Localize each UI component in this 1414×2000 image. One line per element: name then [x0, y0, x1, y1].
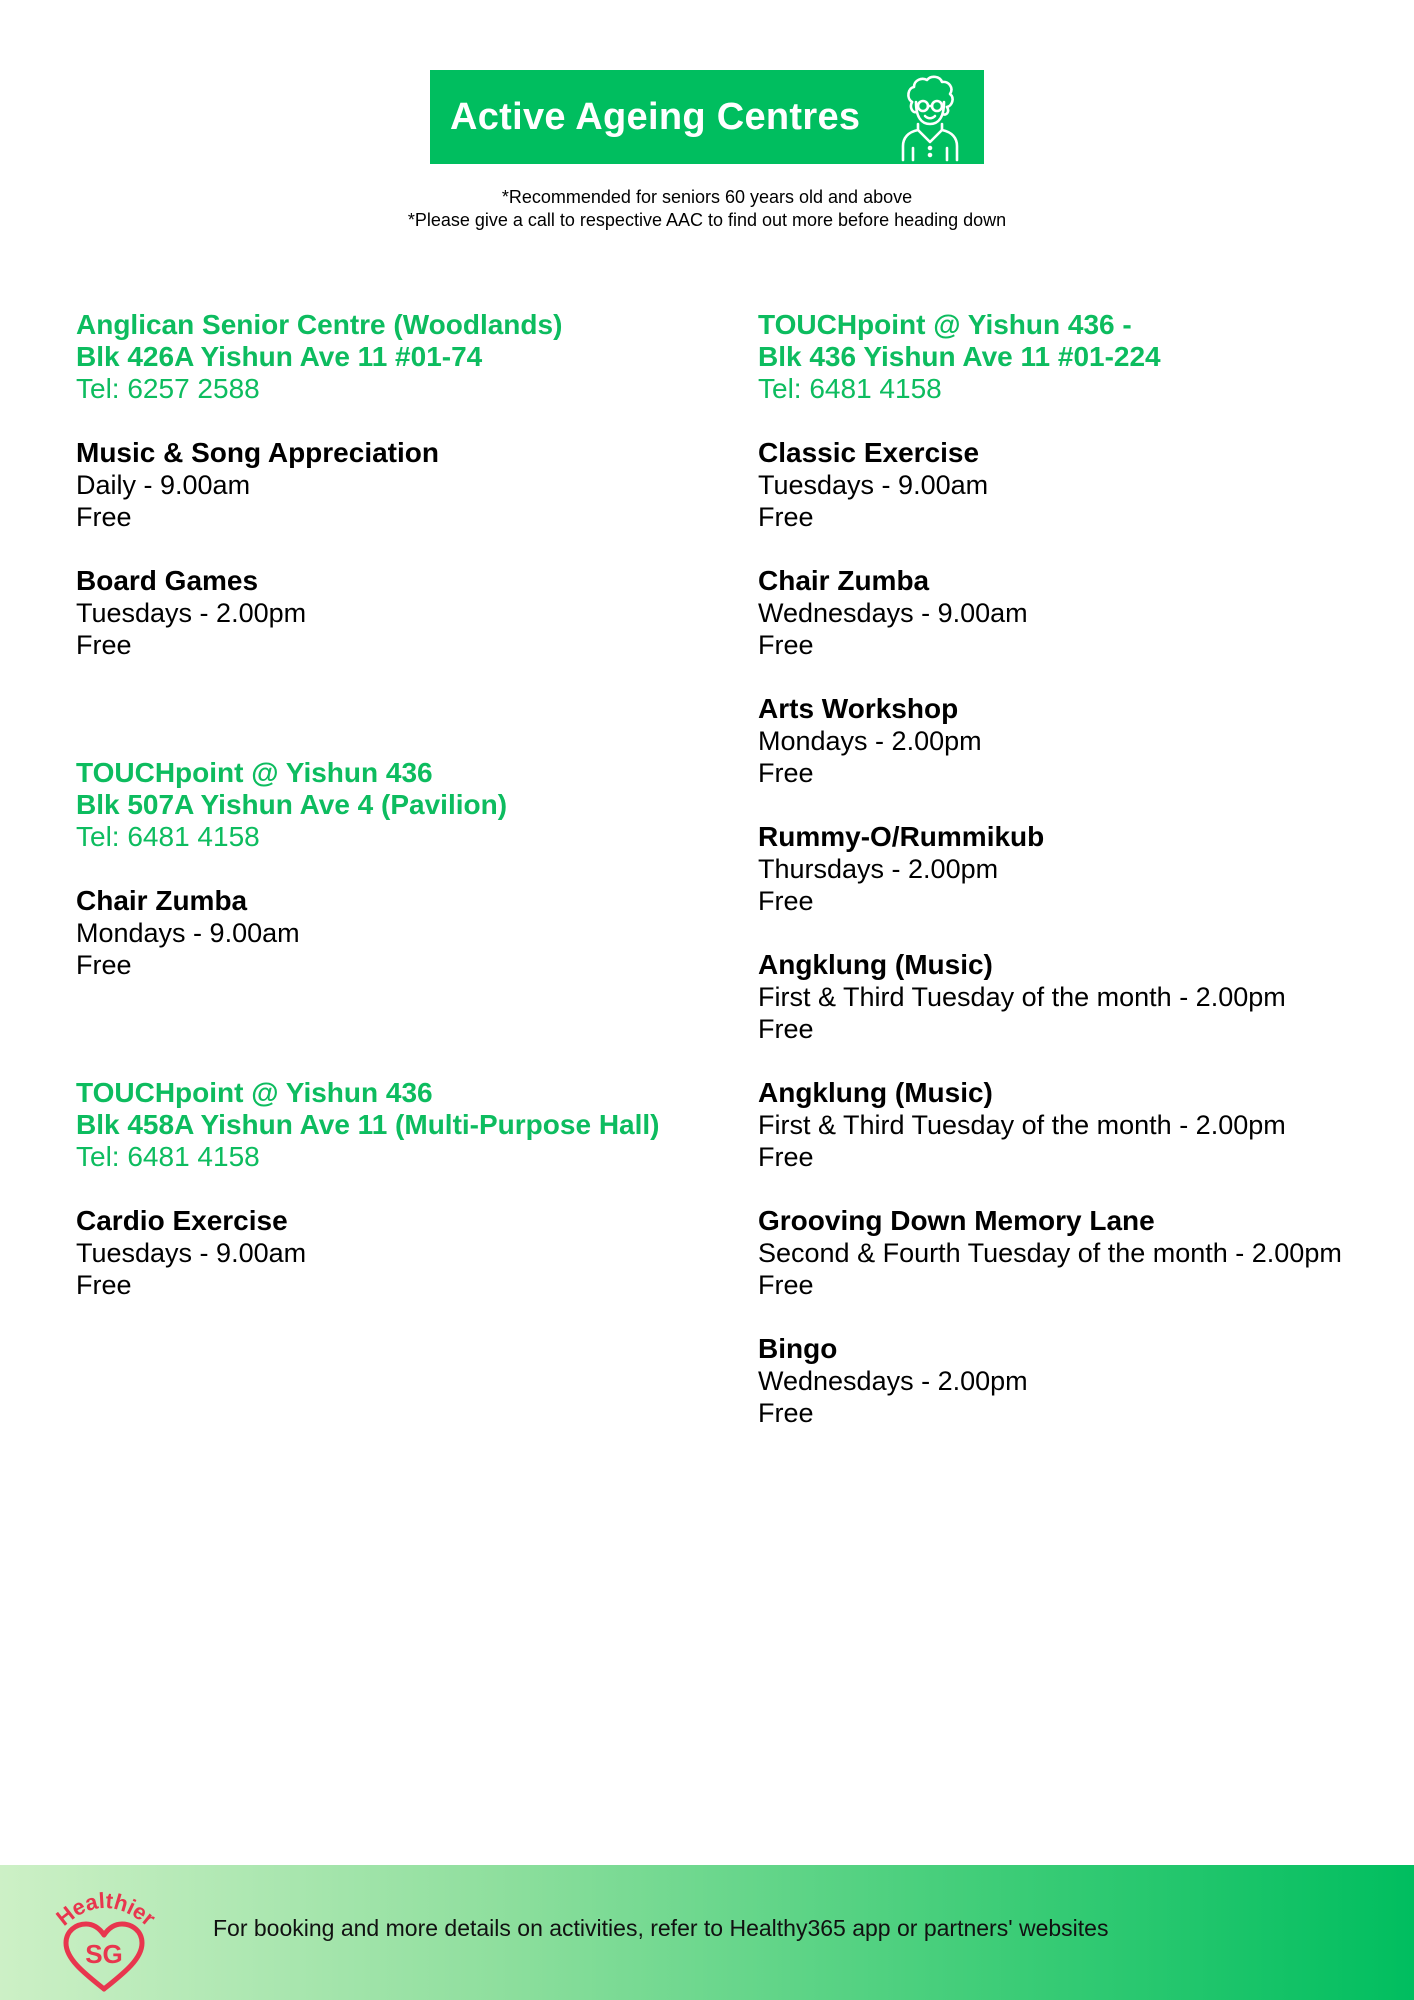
activity-item [758, 565, 1358, 661]
activity-schedule: Tuesdays - 9.00am [758, 470, 989, 500]
activity-price: Free [758, 1270, 814, 1300]
left-column [76, 309, 676, 1301]
activity-price: Free [76, 1270, 132, 1300]
footer-bar [0, 1865, 1414, 2000]
activity-name: Chair Zumba [76, 885, 248, 916]
centre-tel: Tel: 6481 4158 [758, 373, 942, 404]
activity-name: Cardio Exercise [76, 1205, 288, 1236]
centre-name: TOUCHpoint @ Yishun 436 [76, 757, 433, 788]
centre-address: Blk 507A Yishun Ave 4 (Pavilion) [76, 789, 508, 820]
activity-schedule: First & Third Tuesday of the month - 2.00pm [758, 982, 1286, 1012]
activity-item [758, 821, 1358, 917]
activity-schedule: Daily - 9.00am [76, 470, 251, 500]
activity-price: Free [76, 630, 132, 660]
activity-name: Bingo [758, 1333, 838, 1364]
activity-item [758, 949, 1358, 1045]
activity-item [758, 693, 1358, 789]
centre-name: TOUCHpoint @ Yishun 436 - [758, 309, 1132, 340]
activity-name: Board Games [76, 565, 259, 596]
activity-name: Grooving Down Memory Lane [758, 1205, 1155, 1236]
activity-schedule: First & Third Tuesday of the month - 2.00pm [758, 1110, 1286, 1140]
activity-name: Chair Zumba [758, 565, 930, 596]
activity-name: Arts Workshop [758, 693, 959, 724]
logo-text-healthier: Healthier [51, 1887, 161, 1931]
centre-tel: Tel: 6481 4158 [76, 821, 260, 852]
activity-name: Rummy-O/Rummikub [758, 821, 1045, 852]
centre-block [76, 757, 676, 981]
page-title: Active Ageing Centres [450, 95, 861, 138]
activity-price: Free [758, 630, 814, 660]
activity-item [76, 885, 676, 981]
footer-text: For booking and more details on activities, refer to Healthy365 app or partners' websites [213, 1915, 1109, 1941]
activity-schedule: Wednesdays - 2.00pm [758, 1366, 1028, 1396]
activity-schedule: Thursdays - 2.00pm [758, 854, 999, 884]
healthier-sg-logo [44, 1885, 174, 1995]
note-call-ahead: *Please give a call to respective AAC to find out more before heading down [407, 210, 1007, 230]
activity-item [758, 437, 1358, 533]
activity-item [758, 1333, 1358, 1429]
activity-name: Classic Exercise [758, 437, 980, 468]
activity-schedule: Mondays - 2.00pm [758, 726, 982, 756]
activity-name: Music & Song Appreciation [76, 437, 439, 468]
activity-price: Free [758, 502, 814, 532]
centre-tel: Tel: 6481 4158 [76, 1141, 260, 1172]
elderly-woman-icon [894, 72, 966, 162]
activity-price: Free [758, 758, 814, 788]
centre-block [758, 309, 1358, 1429]
activity-price: Free [758, 1014, 814, 1044]
activity-price: Free [758, 1142, 814, 1172]
activity-schedule: Second & Fourth Tuesday of the month - 2.00pm [758, 1238, 1342, 1268]
note-seniors: *Recommended for seniors 60 years old and above [501, 187, 913, 207]
activity-item [76, 565, 676, 661]
activity-schedule: Tuesdays - 2.00pm [76, 598, 307, 628]
centre-block [76, 1077, 676, 1301]
activity-item [76, 437, 676, 533]
centre-address: Blk 458A Yishun Ave 11 (Multi-Purpose Hall) [76, 1109, 660, 1140]
activity-name: Angklung (Music) [758, 1077, 993, 1108]
activity-price: Free [758, 1398, 814, 1428]
activity-schedule: Wednesdays - 9.00am [758, 598, 1028, 628]
centre-address: Blk 436 Yishun Ave 11 #01-224 [758, 341, 1161, 372]
activity-item [76, 1205, 676, 1301]
right-column [758, 309, 1358, 1429]
activity-price: Free [758, 886, 814, 916]
activity-item [758, 1077, 1358, 1173]
activity-price: Free [76, 502, 132, 532]
header-banner [430, 70, 984, 164]
logo-text-sg: SG [85, 1939, 123, 1969]
centre-tel: Tel: 6257 2588 [76, 373, 260, 404]
activity-name: Angklung (Music) [758, 949, 993, 980]
activity-item [758, 1205, 1358, 1301]
centre-address: Blk 426A Yishun Ave 11 #01-74 [76, 341, 483, 372]
centre-name: Anglican Senior Centre (Woodlands) [76, 309, 563, 340]
activity-schedule: Tuesdays - 9.00am [76, 1238, 307, 1268]
centre-name: TOUCHpoint @ Yishun 436 [76, 1077, 433, 1108]
activity-price: Free [76, 950, 132, 980]
activity-schedule: Mondays - 9.00am [76, 918, 300, 948]
notes [0, 186, 1414, 232]
centre-block [76, 309, 676, 661]
